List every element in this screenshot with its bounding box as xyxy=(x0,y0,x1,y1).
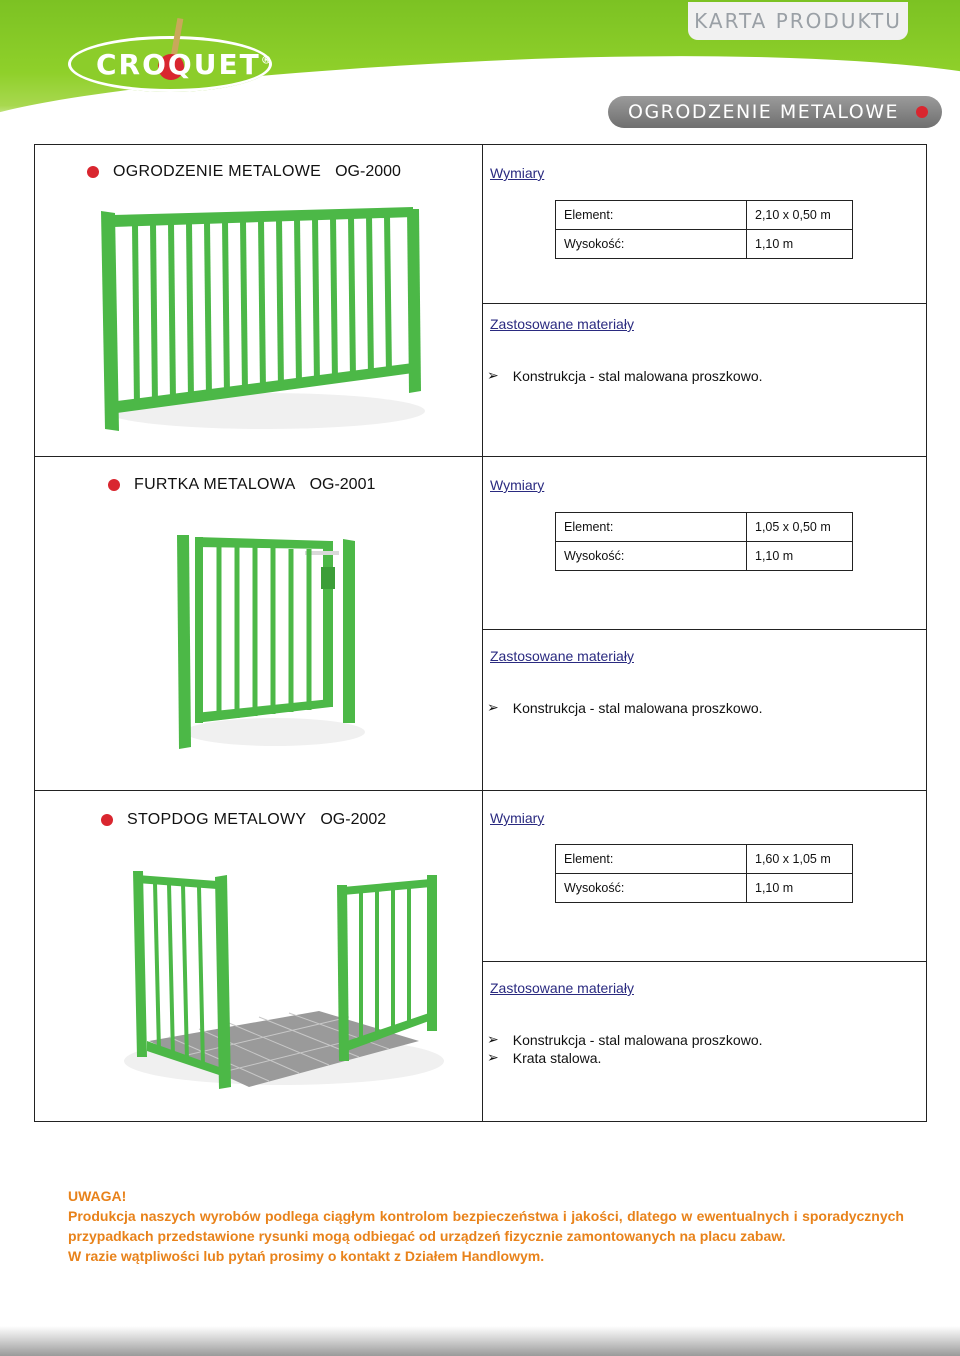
dim-value: 1,10 m xyxy=(747,542,853,571)
materials-label: Zastosowane materiały xyxy=(490,316,634,332)
divider xyxy=(482,791,483,1121)
product-card xyxy=(34,790,927,1122)
material-item xyxy=(487,1049,601,1066)
product-code: OG-2001 xyxy=(309,476,376,493)
product-card xyxy=(34,144,927,457)
arrow-bullet-icon: ➢ xyxy=(487,1049,499,1065)
dim-key: Element: xyxy=(556,513,747,542)
notice-title: UWAGA! xyxy=(68,1188,127,1204)
bullet-icon xyxy=(108,479,120,491)
product-name: FURTKA METALOWA xyxy=(134,476,296,493)
table-row xyxy=(556,874,853,903)
section-label-text: OGRODZENIE METALOWE xyxy=(628,101,900,123)
arrow-bullet-icon: ➢ xyxy=(487,367,499,383)
table-row xyxy=(556,201,853,230)
bullet-icon xyxy=(101,814,113,826)
dim-key: Wysokość: xyxy=(556,230,747,259)
section-label xyxy=(608,96,942,128)
material-text: Konstrukcja - stal malowana proszkowo. xyxy=(512,1031,763,1048)
dimensions-label: Wymiary xyxy=(490,477,545,493)
table-row xyxy=(556,513,853,542)
materials-label: Zastosowane materiały xyxy=(490,648,634,664)
material-text: Konstrukcja - stal malowana proszkowo. xyxy=(512,367,763,384)
dimensions-label: Wymiary xyxy=(490,165,545,181)
arrow-bullet-icon: ➢ xyxy=(487,1031,499,1047)
table-row xyxy=(556,542,853,571)
dim-value: 1,10 m xyxy=(747,874,853,903)
notice-contact: W razie wątpliwości lub pytań prosimy o kontakt z Działem Handlowym. xyxy=(68,1248,545,1264)
fence-image xyxy=(95,201,425,437)
dimensions-label: Wymiary xyxy=(490,810,545,826)
product-code: OG-2002 xyxy=(320,811,387,828)
dim-key: Element: xyxy=(556,845,747,874)
product-name: STOPDOG METALOWY xyxy=(127,811,307,828)
table-row xyxy=(556,845,853,874)
material-item xyxy=(487,699,763,716)
dimensions-table xyxy=(555,200,853,259)
product-title xyxy=(101,811,386,829)
arrow-bullet-icon: ➢ xyxy=(487,699,499,715)
product-code: OG-2000 xyxy=(335,163,401,180)
dim-key: Element: xyxy=(556,201,747,230)
table-row xyxy=(556,230,853,259)
material-text: Konstrukcja - stal malowana proszkowo. xyxy=(512,699,763,716)
dim-key: Wysokość: xyxy=(556,542,747,571)
dim-value: 1,05 x 0,50 m xyxy=(747,513,853,542)
dim-value: 1,10 m xyxy=(747,230,853,259)
section-dot-icon xyxy=(916,106,928,118)
notice xyxy=(68,1186,904,1266)
material-item xyxy=(487,367,763,384)
material-text: Krata stalowa. xyxy=(512,1049,602,1066)
dim-key: Wysokość: xyxy=(556,874,747,903)
material-item xyxy=(487,1031,763,1048)
dimensions-table xyxy=(555,844,853,903)
dimensions-table xyxy=(555,512,853,571)
card-label: KARTA PRODUKTU xyxy=(688,2,908,40)
dim-value: 1,60 x 1,05 m xyxy=(747,845,853,874)
logo-text: CROQUET® xyxy=(96,48,274,81)
product-title xyxy=(87,163,401,181)
divider xyxy=(482,629,926,630)
product-card xyxy=(34,456,927,791)
product-name: OGRODZENIE METALOWE xyxy=(113,163,322,180)
divider xyxy=(482,961,926,962)
notice-body: Produkcja naszych wyrobów podlega ciągłym kontrolom bezpieczeństwa i jakości, dlatego w ewentualnych i sporadycznych przypadkach przedstawione rysunki mogą odbiegać od urządzeń fizycznie zamontowanych na placu zabaw. xyxy=(68,1208,904,1244)
product-title xyxy=(108,476,375,494)
dim-value: 2,10 x 0,50 m xyxy=(747,201,853,230)
bullet-icon xyxy=(87,166,99,178)
divider xyxy=(482,457,483,790)
divider xyxy=(482,145,483,456)
gate-image xyxy=(165,527,365,752)
materials-label: Zastosowane materiały xyxy=(490,980,634,996)
stopdog-image xyxy=(119,861,449,1093)
divider xyxy=(482,303,926,304)
footer-band xyxy=(0,1326,960,1356)
